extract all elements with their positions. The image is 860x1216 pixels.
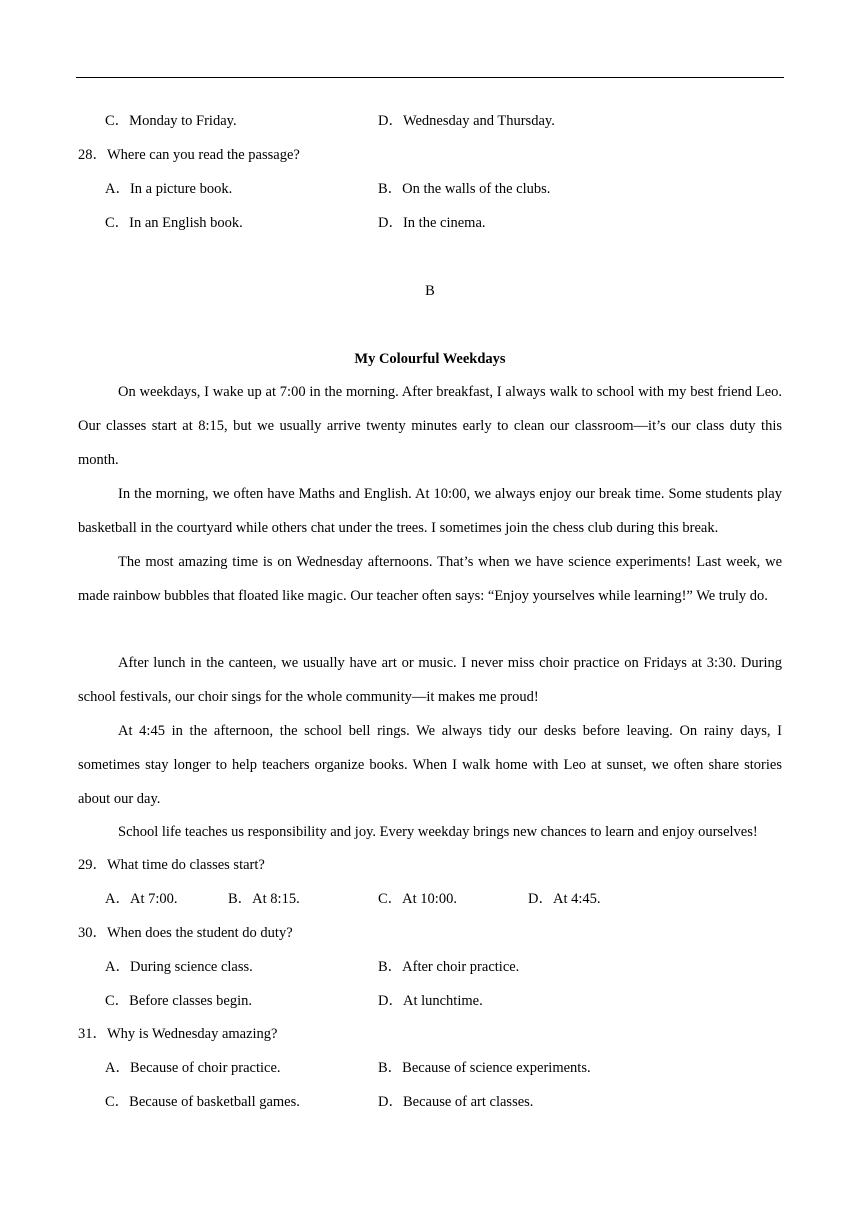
section-label: B bbox=[425, 283, 435, 299]
q28-option-b[interactable]: B．On the walls of the clubs. bbox=[378, 181, 551, 197]
q31-option-a[interactable]: A．Because of choir practice. bbox=[105, 1060, 281, 1076]
q29-question: 29．What time do classes start? bbox=[78, 857, 265, 873]
passage-paragraph-6: School life teaches us responsibility and joy. Every weekday brings new chances to learn and enjoy ourselves! bbox=[118, 824, 758, 840]
passage-title: My Colourful Weekdays bbox=[354, 351, 506, 367]
q29-option-b[interactable]: B．At 8:15. bbox=[228, 891, 300, 907]
passage-paragraph-4: After lunch in the canteen, we usually have art or music. I never miss choir practice on Fridays at 3:30. During school festivals, our choir sings for the whole community—it makes me proud! bbox=[78, 655, 782, 705]
q27-option-d[interactable]: D．Wednesday and Thursday. bbox=[378, 113, 555, 129]
q30-option-b[interactable]: B．After choir practice. bbox=[378, 959, 520, 975]
q29-option-a[interactable]: A．At 7:00. bbox=[105, 891, 178, 907]
q28-option-d[interactable]: D．In the cinema. bbox=[378, 215, 486, 231]
q28-question: 28．Where can you read the passage? bbox=[78, 147, 300, 163]
q29-option-c[interactable]: C．At 10:00. bbox=[378, 891, 457, 907]
q30-question: 30．When does the student do duty? bbox=[78, 925, 293, 941]
q30-option-d[interactable]: D．At lunchtime. bbox=[378, 993, 483, 1009]
passage-paragraph-5: At 4:45 in the afternoon, the school bell rings. We always tidy our desks before leaving. On rainy days, I sometimes stay longer to help teachers organize books. When I walk home with Leo at sunset, we often share stories about our day. bbox=[78, 723, 782, 807]
q27-option-c[interactable]: C．Monday to Friday. bbox=[105, 113, 237, 129]
q31-question: 31．Why is Wednesday amazing? bbox=[78, 1026, 278, 1042]
q28-option-a[interactable]: A．In a picture book. bbox=[105, 181, 233, 197]
q29-option-d[interactable]: D．At 4:45. bbox=[528, 891, 601, 907]
q30-option-a[interactable]: A．During science class. bbox=[105, 959, 253, 975]
q28-option-c[interactable]: C．In an English book. bbox=[105, 215, 243, 231]
passage-paragraph-1: On weekdays, I wake up at 7:00 in the morning. After breakfast, I always walk to school with my best friend Leo. Our classes start at 8:15, but we usually arrive twenty minutes early to clean our classroom—it’s our class duty this month. bbox=[78, 384, 782, 468]
q31-option-c[interactable]: C．Because of basketball games. bbox=[105, 1094, 300, 1110]
passage-paragraph-2: In the morning, we often have Maths and English. At 10:00, we always enjoy our break time. Some students play basketball in the courtyard while others chat under the trees. I sometimes join the chess club during this break. bbox=[78, 486, 782, 536]
q31-option-b[interactable]: B．Because of science experiments. bbox=[378, 1060, 591, 1076]
header-rule bbox=[76, 77, 784, 78]
passage-paragraph-3: The most amazing time is on Wednesday afternoons. That’s when we have science experiments! Last week, we made rainbow bubbles that floated like magic. Our teacher often says: “Enjoy yourselves while learning!” We truly do. bbox=[78, 554, 782, 604]
q30-option-c[interactable]: C．Before classes begin. bbox=[105, 993, 252, 1009]
q31-option-d[interactable]: D．Because of art classes. bbox=[378, 1094, 534, 1110]
